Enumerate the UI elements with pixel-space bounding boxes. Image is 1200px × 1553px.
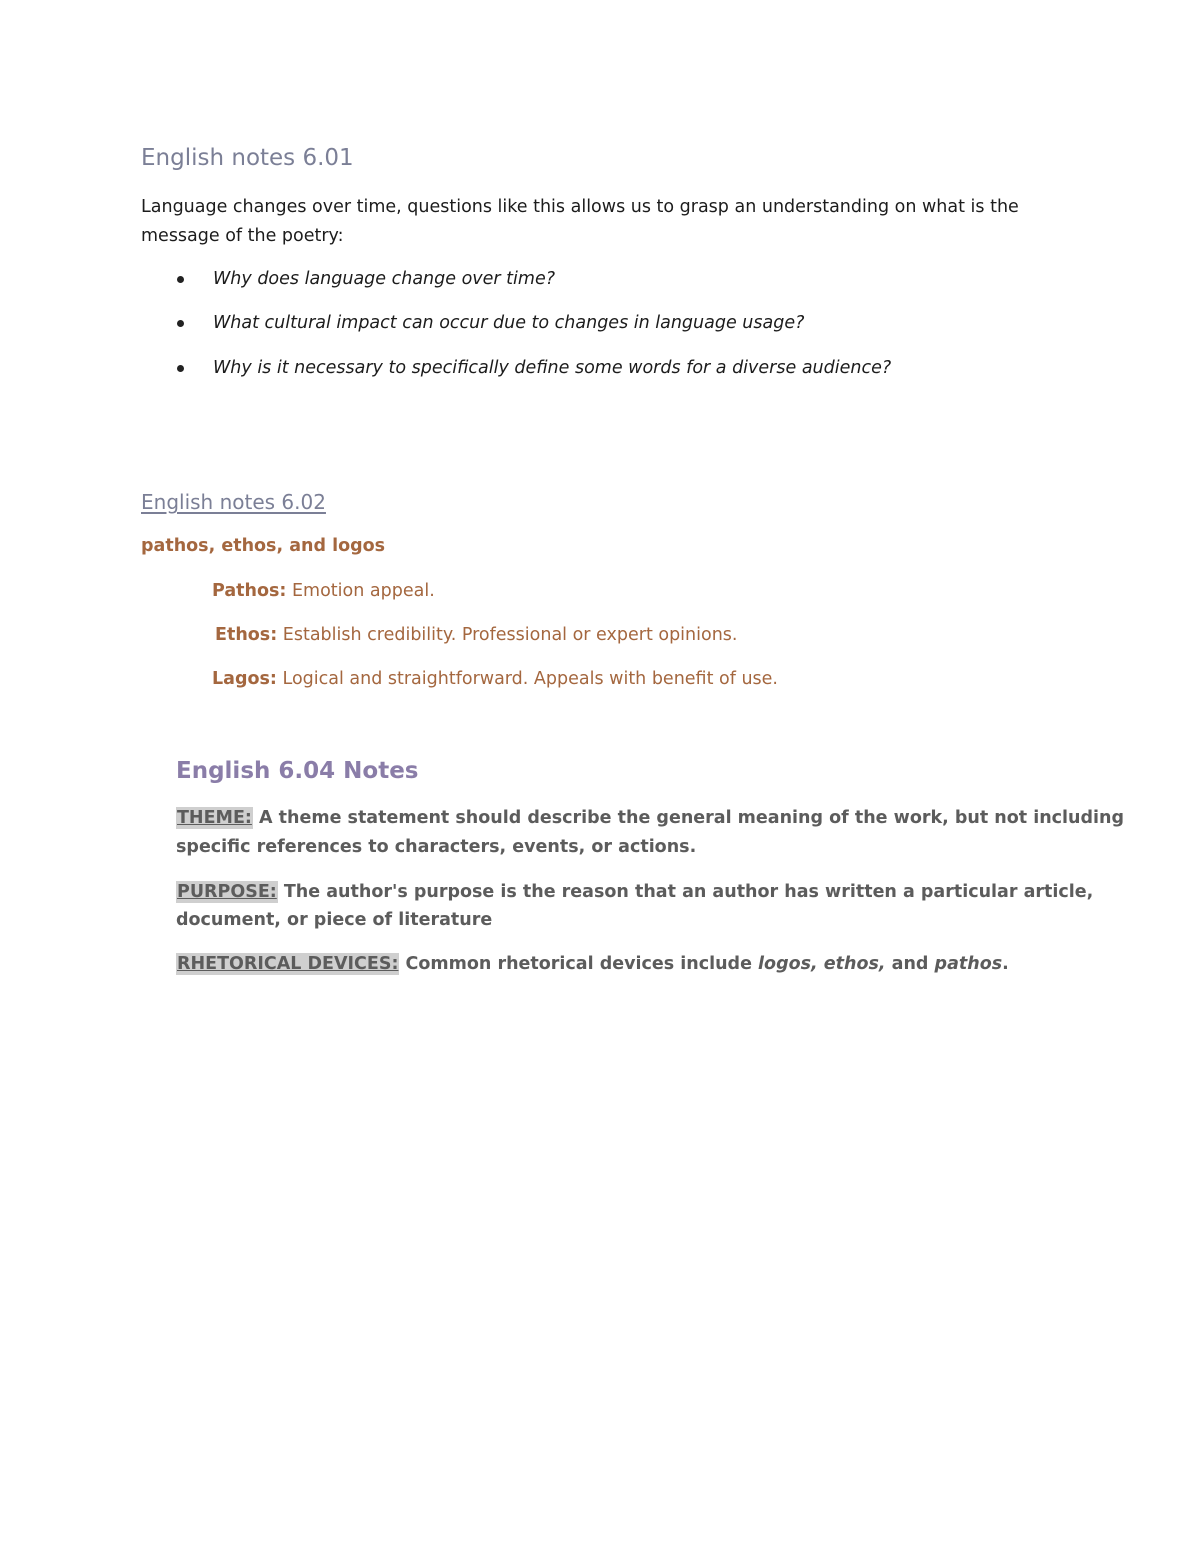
pathos-term: Pathos: [212, 581, 287, 601]
purpose-line-2: document, or piece of literature [176, 910, 493, 930]
theme-line-2: specific references to characters, events, or actions. [176, 837, 697, 857]
period: . [1002, 954, 1009, 974]
bullet-item: What cultural impact can occur due to changes in language usage? [213, 313, 805, 333]
ethos-word: ethos, [817, 954, 886, 974]
rhetorical-devices-text: Common rhetorical devices include [399, 954, 759, 974]
bullet-dot-icon [177, 276, 184, 283]
pathos-text: Emotion appeal. [286, 581, 435, 601]
bullet-item: Why is it necessary to specifically define some words for a diverse audience? [213, 358, 892, 378]
bullet-dot-icon [177, 320, 184, 327]
pathos-word: pathos [934, 954, 1003, 974]
and-word: and [885, 954, 935, 974]
purpose-line-1 [176, 882, 1093, 902]
section-1-intro-line-2: message of the poetry: [141, 226, 344, 246]
section-1-title: English notes 6.01 [141, 145, 354, 171]
logos-text: Logical and straightforward. Appeals with benefit of use. [276, 669, 778, 689]
ethos-definition [215, 625, 737, 645]
logos-word: logos, [758, 954, 818, 974]
logos-term: Lagos: [212, 669, 277, 689]
theme-line-1 [176, 808, 1124, 828]
ethos-text: Establish credibility. Professional or expert opinions. [277, 625, 738, 645]
section-2-subtitle: pathos, ethos, and logos [141, 536, 386, 556]
bullet-item: Why does language change over time? [213, 269, 555, 289]
theme-term: THEME: [177, 808, 252, 828]
section-2-title: English notes 6.02 [141, 490, 326, 514]
section-1-intro-line-1: Language changes over time, questions like this allows us to grasp an understanding on what is the [141, 197, 1019, 217]
purpose-text: The author's purpose is the reason that an author has written a particular article, [277, 882, 1094, 902]
section-3-title: English 6.04 Notes [176, 758, 419, 784]
purpose-term: PURPOSE: [177, 882, 277, 902]
logos-definition [212, 669, 778, 689]
ethos-term: Ethos: [215, 625, 278, 645]
rhetorical-devices-term: RHETORICAL DEVICES: [177, 954, 399, 974]
theme-text: A theme statement should describe the general meaning of the work, but not including [252, 808, 1125, 828]
bullet-dot-icon [177, 365, 184, 372]
pathos-definition [212, 581, 435, 601]
rhetorical-devices-line [176, 954, 1009, 974]
